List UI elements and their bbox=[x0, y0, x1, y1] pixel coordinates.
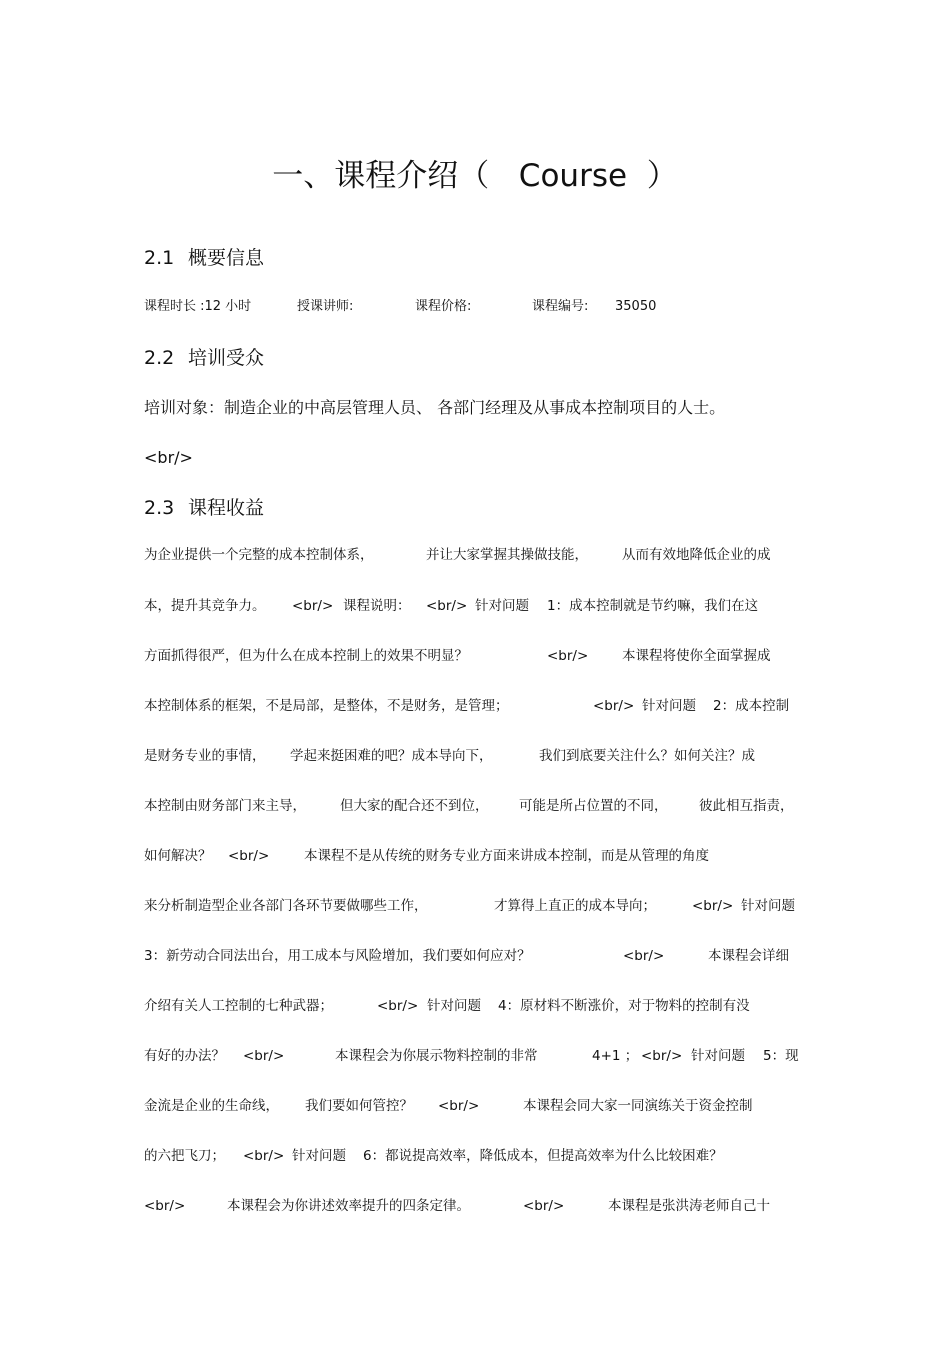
text-segment: 本课程会为你讲述效率提升的四条定律。 bbox=[227, 1198, 470, 1214]
text-segment: 针对问题 bbox=[427, 998, 481, 1014]
text-segment: 针对问题 bbox=[691, 1048, 745, 1064]
text-segment: 6：都说提高效率，降低成本，但提高效率为什么比较困难？ bbox=[363, 1148, 723, 1164]
section-heading-2-2 bbox=[144, 345, 264, 371]
text-segment: 5：现 bbox=[763, 1048, 799, 1064]
text-segment: 本课程会为你展示物料控制的非常 bbox=[335, 1048, 538, 1064]
section-heading-2-3 bbox=[144, 495, 264, 521]
text-segment: 有好的办法？ bbox=[144, 1048, 225, 1064]
text-segment: <br/> bbox=[243, 1048, 285, 1064]
text-segment: <br/> bbox=[228, 848, 270, 864]
section-number: 2.3 bbox=[144, 497, 175, 519]
text-segment: <br/> bbox=[426, 598, 468, 614]
section-label: 概要信息 bbox=[188, 247, 265, 269]
text-segment: 但大家的配合还不到位， bbox=[340, 798, 489, 814]
text-segment: 本课程不是从传统的财务专业方面来讲成本控制，而是从管理的角度 bbox=[304, 848, 709, 864]
text-segment: 从而有效地降低企业的成 bbox=[622, 547, 771, 563]
text-segment: <br/> bbox=[377, 998, 419, 1014]
text-segment: <br/> bbox=[144, 1198, 186, 1214]
text-segment: <br/> bbox=[593, 698, 635, 714]
text-segment: 本控制由财务部门来主导， bbox=[144, 798, 306, 814]
section-label: 课程收益 bbox=[188, 497, 265, 519]
text-segment: 金流是企业的生命线， bbox=[144, 1098, 279, 1114]
text-segment: 可能是所占位置的不同， bbox=[519, 798, 668, 814]
text-segment: 1：成本控制就是节约嘛，我们在这 bbox=[547, 598, 759, 614]
text-segment: 方面抓得很严，但为什么在成本控制上的效果不明显？ bbox=[144, 648, 468, 664]
text-segment: 本，提升其竞争力。 bbox=[144, 598, 266, 614]
text-segment: 来分析制造型企业各部门各环节要做哪些工作， bbox=[144, 898, 428, 914]
text-segment: 学起来挺困难的吧？成本导向下， bbox=[290, 748, 493, 764]
text-segment: <br/> bbox=[641, 1048, 683, 1064]
course-code-value: 35050 bbox=[615, 299, 657, 314]
course-price: 课程价格: bbox=[415, 299, 472, 314]
text-segment: 本课程将使你全面掌握成 bbox=[622, 648, 771, 664]
section-label: 培训受众 bbox=[188, 347, 265, 369]
section-number: 2.2 bbox=[144, 347, 175, 369]
text-segment: 2：成本控制 bbox=[713, 698, 790, 714]
course-duration: 课程时长 :12 小时 bbox=[144, 299, 252, 314]
text-segment: 针对问题 bbox=[475, 598, 529, 614]
text-segment: 才算得上直正的成本导向； bbox=[494, 898, 656, 914]
text-segment: 介绍有关人工控制的七种武器； bbox=[144, 998, 333, 1014]
text-segment: 我们到底要关注什么？如何关注？成 bbox=[539, 748, 755, 764]
section-heading-2-1 bbox=[144, 245, 264, 271]
text-segment: 针对问题 bbox=[292, 1148, 346, 1164]
text-segment: 为企业提供一个完整的成本控制体系， bbox=[144, 547, 374, 563]
text-segment: 本课程会同大家一同演练关于资金控制 bbox=[523, 1098, 753, 1114]
text-segment: <br/> bbox=[623, 948, 665, 964]
text-segment: <br/> bbox=[523, 1198, 565, 1214]
text-segment: 如何解决？ bbox=[144, 848, 212, 864]
text-segment: 并让大家掌握其操做技能， bbox=[426, 547, 588, 563]
text-segment: 的六把飞刀； bbox=[144, 1148, 225, 1164]
page-title: 一、课程介绍（ Course ） bbox=[272, 158, 678, 194]
text-segment: 课程说明： bbox=[343, 598, 411, 614]
text-segment: 彼此相互指责， bbox=[699, 798, 794, 814]
text-segment: 本课程是张洪涛老师自己十 bbox=[608, 1198, 770, 1214]
text-segment: 我们要如何管控？ bbox=[305, 1098, 413, 1114]
course-code-label: 课程编号: bbox=[532, 299, 589, 314]
text-segment: <br/> bbox=[438, 1098, 480, 1114]
text-segment: 本控制体系的框架，不是局部，是整体，不是财务，是管理； bbox=[144, 698, 509, 714]
text-segment: 本课程会详细 bbox=[708, 948, 789, 964]
audience-br: <br/> bbox=[144, 448, 193, 467]
course-instructor: 授课讲师: bbox=[297, 299, 354, 314]
text-segment: <br/> bbox=[243, 1148, 285, 1164]
text-segment: 针对问题 bbox=[741, 898, 795, 914]
text-segment: <br/> bbox=[292, 598, 334, 614]
text-segment: 3：新劳动合同法出台，用工成本与风险增加，我们要如何应对？ bbox=[144, 948, 531, 964]
section-number: 2.1 bbox=[144, 247, 175, 269]
audience-text: 培训对象：制造企业的中高层管理人员、 各部门经理及从事成本控制项目的人士。 bbox=[144, 398, 726, 417]
text-segment: 4+1 ； bbox=[592, 1048, 639, 1064]
text-segment: 4：原材料不断涨价，对于物料的控制有没 bbox=[498, 998, 750, 1014]
text-segment: <br/> bbox=[547, 648, 589, 664]
text-segment: 针对问题 bbox=[642, 698, 696, 714]
text-segment: <br/> bbox=[692, 898, 734, 914]
text-segment: 是财务专业的事情， bbox=[144, 748, 266, 764]
